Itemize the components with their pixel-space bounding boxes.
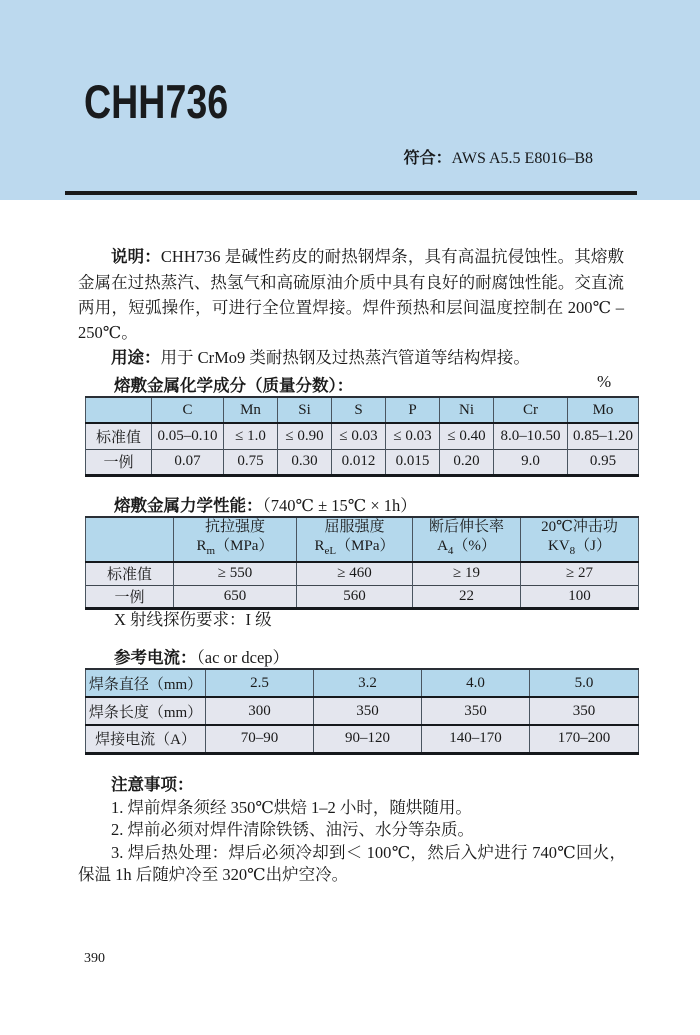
chem-cell: 0.30 <box>278 449 332 475</box>
mech-cell: 100 <box>521 585 639 608</box>
chem-cell: 0.07 <box>152 449 224 475</box>
current-row <box>86 725 639 753</box>
cur-row-label: 焊条直径（mm） <box>86 669 206 697</box>
table-row <box>86 423 639 449</box>
chem-header-ni: Ni <box>440 397 494 423</box>
cur-cell: 70–90 <box>206 725 314 753</box>
cur-cell: 4.0 <box>422 669 530 697</box>
cur-cell: 350 <box>314 697 422 725</box>
product-code-title: CHH736 <box>84 75 229 128</box>
mech-header-empty <box>86 517 174 562</box>
cur-cell: 5.0 <box>530 669 639 697</box>
chemical-table-unit: % <box>597 372 612 391</box>
mech-cell: ≥ 460 <box>297 562 413 585</box>
chem-row-label: 一例 <box>86 449 152 475</box>
note-item-3: 3. 焊后热处理：焊后必须冷却到＜ 100℃，然后入炉进行 740℃回火，保温 1h 后随炉冷至 320℃出炉空冷。 <box>78 842 626 884</box>
notes-block <box>78 774 626 887</box>
chem-cell: ≤ 1.0 <box>224 423 278 449</box>
chem-header-c: C <box>152 397 224 423</box>
chem-header-empty <box>86 397 152 423</box>
chem-cell: 0.015 <box>386 449 440 475</box>
chem-cell: 0.012 <box>332 449 386 475</box>
chem-cell: ≤ 0.90 <box>278 423 332 449</box>
chem-header-mn: Mn <box>224 397 278 423</box>
chem-header-mo: Mo <box>568 397 639 423</box>
chem-cell: ≤ 0.40 <box>440 423 494 449</box>
cur-cell: 350 <box>530 697 639 725</box>
cur-cell: 170–200 <box>530 725 639 753</box>
chem-header-p: P <box>386 397 440 423</box>
length-row <box>86 697 639 725</box>
chem-cell: 8.0–10.50 <box>494 423 568 449</box>
current-table-title: 参考电流：（ac or dcep） <box>114 648 290 667</box>
chemical-table-title: 熔敷金属化学成分（质量分数）： <box>114 377 354 395</box>
chem-header-row <box>86 397 639 423</box>
mech-header-elongation: 断后伸长率 $A_4(\%)$ <box>413 517 521 562</box>
description-label: 说明： <box>111 248 161 266</box>
chem-cell: 0.05–0.10 <box>152 423 224 449</box>
cur-row-label: 焊条长度（mm） <box>86 697 206 725</box>
mech-cell: ≥ 27 <box>521 562 639 585</box>
mech-cell: 22 <box>413 585 521 608</box>
page-header <box>0 0 700 200</box>
mech-cell: ≥ 19 <box>413 562 521 585</box>
chem-cell: ≤ 0.03 <box>332 423 386 449</box>
standard-value: AWS A5.5 E8016–B8 <box>451 150 593 167</box>
chem-cell: 0.95 <box>568 449 639 475</box>
usage-paragraph <box>78 345 624 371</box>
mech-header-impact: 20℃冲击功 $KV_8(J)$ <box>521 517 639 562</box>
cur-cell: 300 <box>206 697 314 725</box>
notes-title: 注意事项： <box>111 776 194 794</box>
mech-header-yield: 屈服强度 $R_{eL}(MPa)$ <box>297 517 413 562</box>
xray-requirement-note: X 射线探伤要求：I 级 <box>114 610 272 629</box>
chem-header-si: Si <box>278 397 332 423</box>
description-block <box>78 244 624 371</box>
mech-row-label: 一例 <box>86 585 174 608</box>
cur-cell: 140–170 <box>422 725 530 753</box>
cur-row-label: 焊接电流（A） <box>86 725 206 753</box>
mech-cell: 560 <box>297 585 413 608</box>
mechanical-table-title: 熔敷金属力学性能：（740℃ ± 15℃ × 1h） <box>114 496 417 515</box>
mech-header-tensile: 抗拉强度 $R_m(MPa)$ <box>174 517 297 562</box>
mechanical-properties-table <box>85 516 639 610</box>
cur-cell: 350 <box>422 697 530 725</box>
table-row <box>86 562 639 585</box>
table-row <box>86 585 639 608</box>
chem-cell: 0.20 <box>440 449 494 475</box>
cur-cell: 90–120 <box>314 725 422 753</box>
usage-text: 用于 CrMo9 类耐热钢及过热蒸汽管道等结构焊接。 <box>160 348 530 367</box>
chem-row-label: 标准值 <box>86 423 152 449</box>
description-paragraph <box>78 244 624 345</box>
reference-current-table <box>85 668 639 755</box>
chem-cell: 0.85–1.20 <box>568 423 639 449</box>
chem-header-s: S <box>332 397 386 423</box>
mech-cell: ≥ 550 <box>174 562 297 585</box>
mech-header-row <box>86 517 639 562</box>
mechanical-test-condition: （740℃ ± 15℃ × 1h） <box>262 496 417 515</box>
usage-label: 用途： <box>111 349 161 367</box>
table-row <box>86 449 639 475</box>
page-number: 390 <box>84 951 105 966</box>
header-divider-rule <box>65 191 637 195</box>
cur-cell: 2.5 <box>206 669 314 697</box>
mech-cell: 650 <box>174 585 297 608</box>
diameter-row <box>86 669 639 697</box>
chemical-composition-table <box>85 396 639 477</box>
current-condition: （ac or dcep） <box>196 648 290 667</box>
chem-header-cr: Cr <box>494 397 568 423</box>
mech-row-label: 标准值 <box>86 562 174 585</box>
note-item-2: 2. 焊前必须对焊件清除铁锈、油污、水分等杂质。 <box>111 820 474 839</box>
cur-cell: 3.2 <box>314 669 422 697</box>
chem-cell: ≤ 0.03 <box>386 423 440 449</box>
chem-cell: 9.0 <box>494 449 568 475</box>
description-text: CHH736 是碱性药皮的耐热钢焊条，具有高温抗侵蚀性。其熔敷金属在过热蒸汽、热氢气和高硫原油介质中具有良好的耐腐蚀性能。交直流两用，短弧操作，可进行全位置焊接。焊件预热和层间温度控制在 200℃ – 250℃。 <box>78 247 624 342</box>
chem-cell: 0.75 <box>224 449 278 475</box>
note-item-1: 1. 焊前焊条须经 350℃烘焙 1–2 小时，随烘随用。 <box>111 797 472 817</box>
standard-label: 符合： <box>403 150 452 167</box>
standard-compliance <box>404 145 593 168</box>
